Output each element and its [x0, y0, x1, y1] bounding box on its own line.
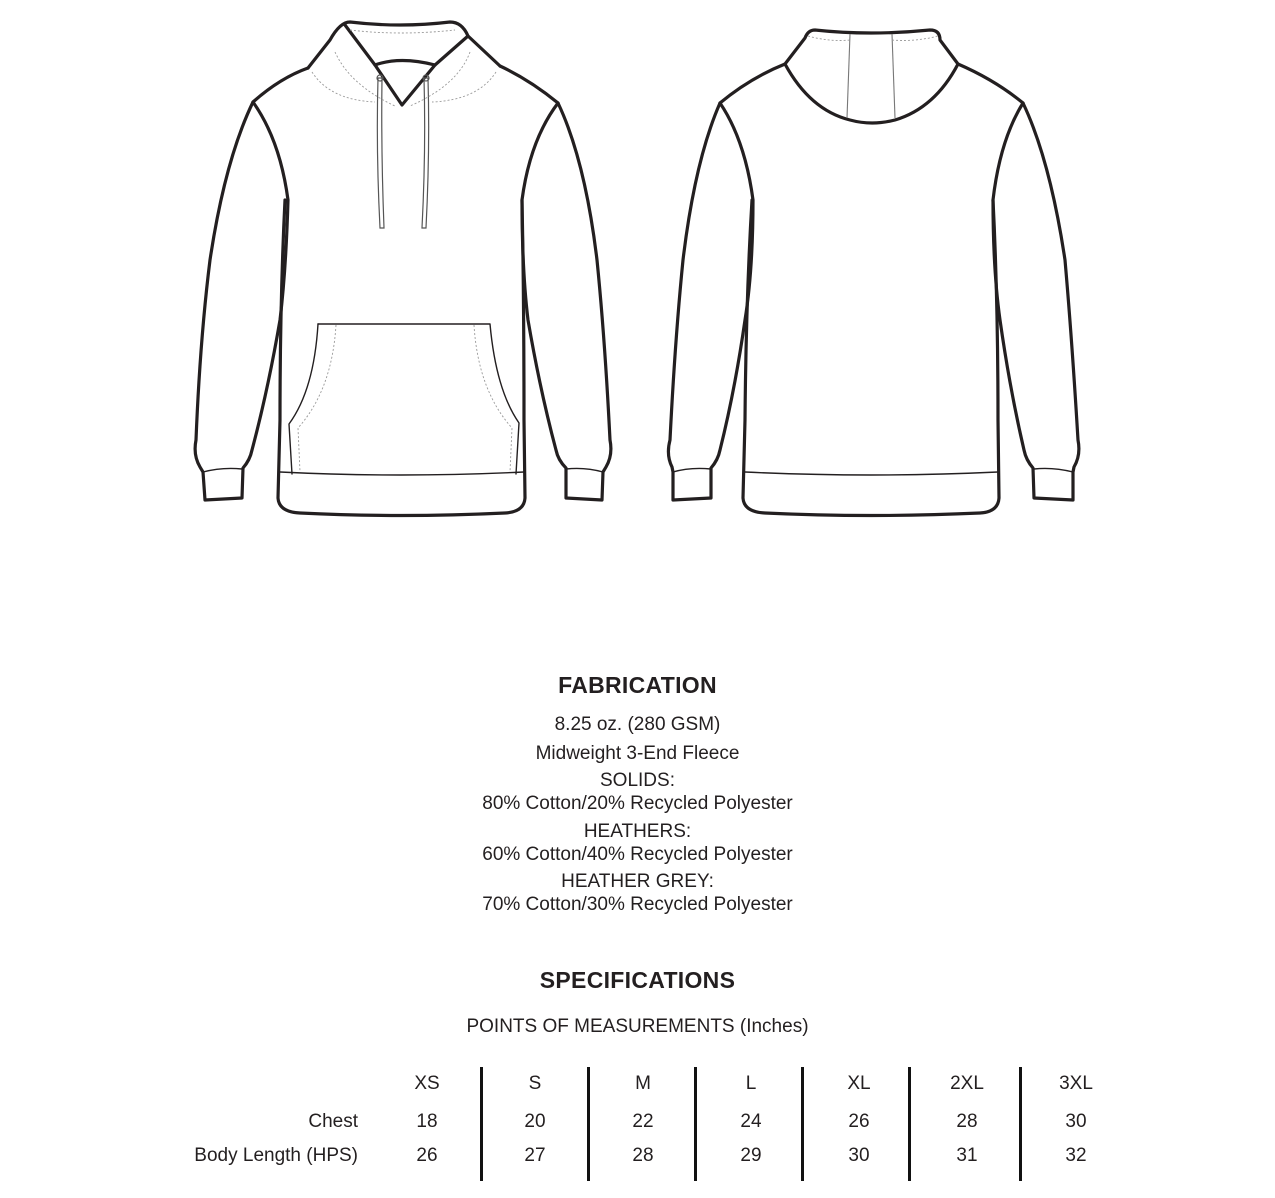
size-header-xl: XL — [847, 1073, 871, 1094]
column-divider — [694, 1067, 697, 1181]
size-header-xs: XS — [414, 1073, 440, 1094]
blend-label-solids: SOLIDS: — [600, 770, 675, 791]
blend-value-heather-grey: 70% Cotton/30% Recycled Polyester — [482, 894, 793, 915]
chest-3xl: 30 — [1065, 1111, 1087, 1132]
size-header-s: S — [528, 1073, 542, 1094]
chest-l: 24 — [740, 1111, 762, 1132]
size-header-3xl: 3XL — [1059, 1073, 1093, 1094]
body-length-3xl: 32 — [1065, 1145, 1087, 1166]
size-header-l: L — [745, 1073, 757, 1094]
garment-drawings — [0, 0, 1275, 540]
row-label-body-length: Body Length (HPS) — [194, 1145, 358, 1166]
column-divider — [480, 1067, 483, 1181]
chest-2xl: 28 — [956, 1111, 978, 1132]
column-divider — [1019, 1067, 1022, 1181]
chest-xl: 26 — [848, 1111, 870, 1132]
chest-xs: 18 — [416, 1111, 438, 1132]
size-header-m: M — [635, 1073, 651, 1094]
row-label-chest: Chest — [308, 1111, 358, 1132]
chest-s: 20 — [524, 1111, 546, 1132]
column-divider — [801, 1067, 804, 1181]
body-length-s: 27 — [524, 1145, 546, 1166]
hoodie-front-drawing — [0, 0, 1275, 540]
body-length-xs: 26 — [416, 1145, 438, 1166]
column-divider — [587, 1067, 590, 1181]
blend-value-solids: 80% Cotton/20% Recycled Polyester — [482, 793, 793, 814]
body-length-m: 28 — [632, 1145, 654, 1166]
chest-m: 22 — [632, 1111, 654, 1132]
body-length-l: 29 — [740, 1145, 762, 1166]
blend-label-heather-grey: HEATHER GREY: — [561, 871, 714, 892]
column-divider — [908, 1067, 911, 1181]
fabric-weight: 8.25 oz. (280 GSM) — [554, 714, 721, 735]
blend-value-heathers: 60% Cotton/40% Recycled Polyester — [482, 844, 793, 865]
body-length-2xl: 31 — [956, 1145, 978, 1166]
fabrication-heading: FABRICATION — [558, 672, 717, 698]
size-header-2xl: 2XL — [950, 1073, 984, 1094]
fabric-type: Midweight 3-End Fleece — [535, 743, 740, 764]
blend-label-heathers: HEATHERS: — [583, 821, 692, 842]
body-length-xl: 30 — [848, 1145, 870, 1166]
measurements-subtitle: POINTS OF MEASUREMENTS (Inches) — [466, 1016, 809, 1037]
specifications-heading: SPECIFICATIONS — [539, 967, 736, 993]
